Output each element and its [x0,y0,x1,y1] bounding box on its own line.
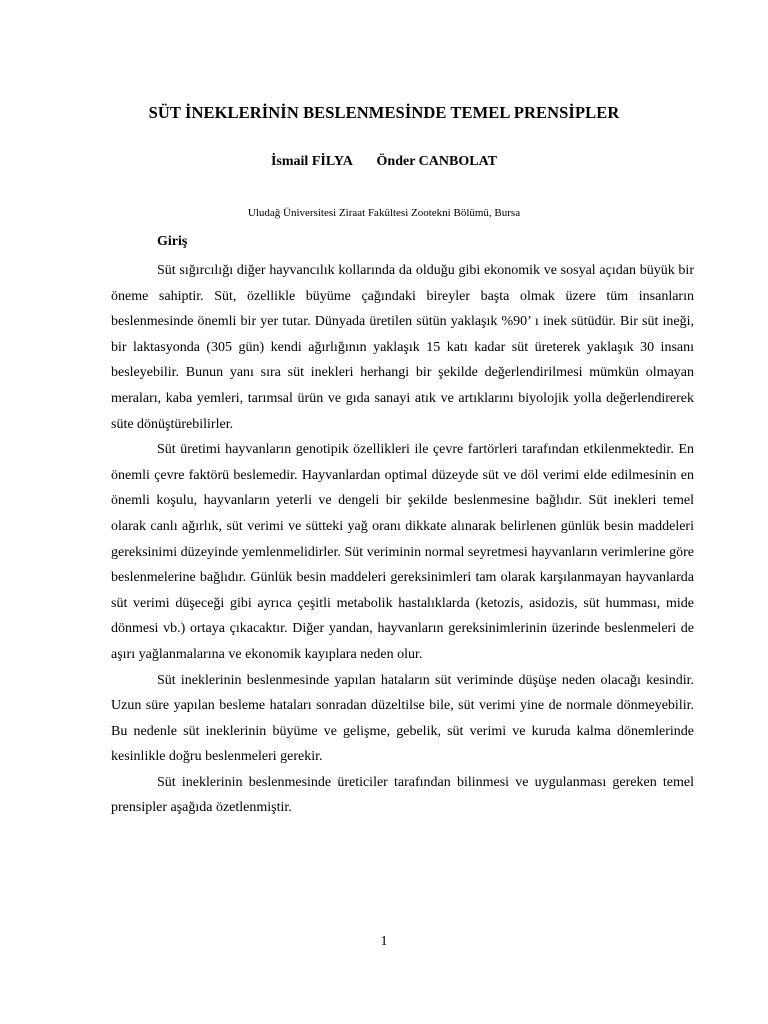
paragraph: Süt ineklerinin beslenmesinde yapılan hataların süt veriminde düşüşe neden olacağı kesindir. Uzun süre yapılan besleme hataları sonradan düzeltilse bile, süt verimi yine de normale dönmeyebilir. Bu nedenle süt ineklerinin büyüme ve gelişme, gebelik, süt verimi ve kuruda kalma dönemlerinde kesinlikle doğru beslenmeleri gerekir. [111,672,694,765]
affiliation: Uludağ Üniversitesi Ziraat Fakültesi Zootekni Bölümü, Bursa [247,207,521,219]
paragraph: Süt ineklerinin beslenmesinde üreticiler tarafından bilinmesi ve uygulanması gereken temel prensipler aşağıda özetlenmiştir. [111,774,694,816]
paragraph: Süt sığırcılığı diğer hayvancılık kollarında da olduğu gibi ekonomik ve sosyal açıdan büyük bir öneme sahiptir. Süt, özellikle büyüme çağındaki bireyler başta olmak üzere tüm insanların beslenmesinde önemli bir yer tutar. Dünyada üretilen sütün yaklaşık %90’ ı inek sütüdür. Bir süt ineği, bir laktasyonda (305 gün) kendi ağırlığının yaklaşık 15 katı kadar süt üreterek yaklaşık 30 insanı besleyebilir. Bunun yanı sıra süt inekleri herhangi bir şekilde değerlendirilmesi mümkün olmayan meraları, kaba yemleri, tarımsal ürün ve gıda sanayi atık ve artıklarını biyolojik yolla değerlendirerek süte dönüştürebilirler. [111,263,694,432]
body-text [111,258,694,821]
author-name: Önder CANBOLAT [376,154,497,169]
paragraph: Süt üretimi hayvanların genotipik özellikleri ile çevre fartörleri tarafından etkilenmektedir. En önemli çevre faktörü beslemedir. Hayvanlardan optimal düzeyde süt ve döl verimi elde edilmesinin en önemli koşulu, hayvanların yeterli ve dengeli bir şekilde beslenmesine bağlıdır. Süt inekleri temel olarak canlı ağırlık, süt verimi ve sütteki yağ oranı dikkate alınarak belirlenen günlük besin maddeleri gereksinimi düzeyinde yemlenmelidirler. Süt veriminin normal seyretmesi hayvanların verimlerine göre beslenmelerine bağlıdır. Günlük besin maddeleri gereksinimleri tam olarak karşılanmayan hayvanlarda süt verimi düşeceği gibi ayrıca çeşitli metabolik hastalıklarda (ketozis, asidozis, süt humması, mide dönmesi vb.) ortaya çıkacaktır. Diğer yandan, hayvanların gereksinimlerinin üzerinde beslenmeleri de aşırı yağlanmalarına ve ekonomik kayıplara neden olur. [111,442,694,662]
page-number: 1 [380,934,388,949]
section-heading: Giriş [157,234,188,249]
author-name: İsmail FİLYA [270,154,353,169]
document-title: SÜT İNEKLERİNİN BESLENMESİNDE TEMEL PRENSİPLER [148,103,620,122]
author-line [0,154,768,170]
